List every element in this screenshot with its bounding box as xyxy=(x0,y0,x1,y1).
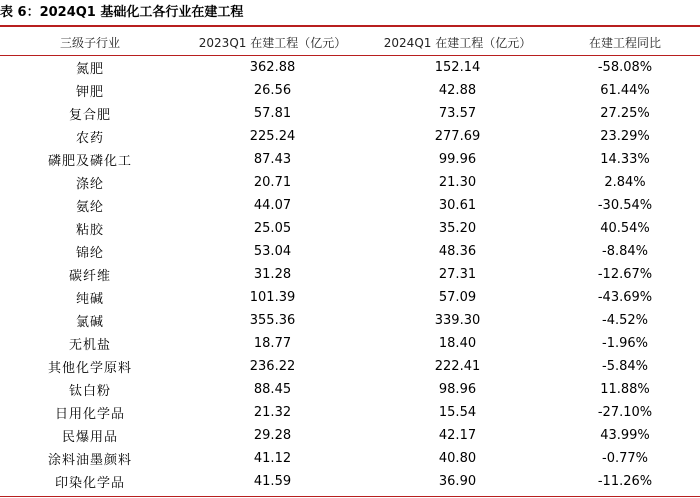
cell-yoy: -1.96% xyxy=(602,336,648,351)
cell-subindustry: 复合肥 xyxy=(68,108,111,123)
title-rule xyxy=(0,25,700,27)
cell-yoy: -12.67% xyxy=(597,267,653,282)
cell-subindustry: 氨纶 xyxy=(75,200,104,215)
table-row xyxy=(0,309,700,332)
cell-2024q1: 48.36 xyxy=(438,244,477,259)
bottom-rule xyxy=(0,496,700,497)
cell-subindustry: 碳纤维 xyxy=(68,269,111,284)
cell-2024q1: 339.30 xyxy=(434,313,481,328)
table-row xyxy=(0,355,700,378)
cell-2023q1: 101.39 xyxy=(249,290,296,305)
cell-yoy: -27.10% xyxy=(597,405,653,420)
cell-2023q1: 88.45 xyxy=(253,382,292,397)
table-row xyxy=(0,470,700,493)
cell-subindustry: 纯碱 xyxy=(75,292,104,307)
cell-2024q1: 18.40 xyxy=(438,336,477,351)
cell-yoy: 23.29% xyxy=(600,129,650,144)
cell-2024q1: 27.31 xyxy=(438,267,477,282)
table-row xyxy=(0,263,700,286)
cell-yoy: 27.25% xyxy=(600,106,650,121)
table-row xyxy=(0,217,700,240)
table-row xyxy=(0,148,700,171)
cell-2023q1: 225.24 xyxy=(249,129,296,144)
cell-2024q1: 42.17 xyxy=(438,428,477,443)
cell-subindustry: 磷肥及磷化工 xyxy=(47,154,132,169)
cell-yoy: 40.54% xyxy=(600,221,650,236)
cell-yoy: 14.33% xyxy=(600,152,650,167)
cell-subindustry: 印染化学品 xyxy=(54,476,125,491)
cell-2023q1: 31.28 xyxy=(253,267,292,282)
table-row xyxy=(0,401,700,424)
cell-2023q1: 41.59 xyxy=(253,474,292,489)
cell-subindustry: 无机盐 xyxy=(68,338,111,353)
cell-subindustry: 粘胶 xyxy=(75,223,104,238)
cell-2024q1: 36.90 xyxy=(438,474,477,489)
cell-2023q1: 44.07 xyxy=(253,198,292,213)
header-yoy: 在建工程同比 xyxy=(550,29,700,56)
cell-subindustry: 农药 xyxy=(75,131,104,146)
table-title: 表 6：2024Q1 基础化工各行业在建工程 xyxy=(0,5,244,20)
cell-2024q1: 15.54 xyxy=(438,405,477,420)
cell-2023q1: 41.12 xyxy=(253,451,292,466)
cell-subindustry: 钾肥 xyxy=(75,85,104,100)
cell-2024q1: 40.80 xyxy=(438,451,477,466)
header-subindustry: 三级子行业 xyxy=(0,29,180,56)
cell-2024q1: 35.20 xyxy=(438,221,477,236)
cell-yoy: 11.88% xyxy=(600,382,650,397)
industry-table xyxy=(0,29,700,493)
cell-yoy: -5.84% xyxy=(602,359,648,374)
cell-2023q1: 26.56 xyxy=(253,83,292,98)
cell-2023q1: 29.28 xyxy=(253,428,292,443)
cell-2023q1: 355.36 xyxy=(249,313,296,328)
cell-2023q1: 87.43 xyxy=(253,152,292,167)
cell-2023q1: 20.71 xyxy=(253,175,292,190)
header-2023q1: 2023Q1 在建工程（亿元） xyxy=(180,29,365,56)
table-row xyxy=(0,56,700,80)
cell-subindustry: 氮肥 xyxy=(75,62,104,77)
table-row xyxy=(0,286,700,309)
cell-2023q1: 53.04 xyxy=(253,244,292,259)
cell-yoy: -58.08% xyxy=(597,60,653,75)
cell-yoy: 61.44% xyxy=(600,83,650,98)
table-row xyxy=(0,125,700,148)
cell-yoy: -0.77% xyxy=(602,451,648,466)
cell-2023q1: 25.05 xyxy=(253,221,292,236)
table-row xyxy=(0,79,700,102)
cell-subindustry: 日用化学品 xyxy=(54,407,125,422)
table-row xyxy=(0,378,700,401)
cell-2024q1: 57.09 xyxy=(438,290,477,305)
cell-yoy: 2.84% xyxy=(604,175,646,190)
cell-2024q1: 21.30 xyxy=(438,175,477,190)
table-row xyxy=(0,424,700,447)
cell-2023q1: 21.32 xyxy=(253,405,292,420)
cell-subindustry: 氯碱 xyxy=(75,315,104,330)
cell-2024q1: 222.41 xyxy=(434,359,481,374)
cell-subindustry: 涂料油墨颜料 xyxy=(47,453,132,468)
header-row xyxy=(0,29,700,56)
table-row xyxy=(0,240,700,263)
cell-2023q1: 18.77 xyxy=(253,336,292,351)
header-2024q1: 2024Q1 在建工程（亿元） xyxy=(365,29,550,56)
cell-2023q1: 57.81 xyxy=(253,106,292,121)
cell-yoy: -30.54% xyxy=(597,198,653,213)
cell-2024q1: 99.96 xyxy=(438,152,477,167)
cell-2024q1: 73.57 xyxy=(438,106,477,121)
cell-2024q1: 42.88 xyxy=(438,83,477,98)
cell-2024q1: 98.96 xyxy=(438,382,477,397)
table-row xyxy=(0,171,700,194)
cell-subindustry: 其他化学原料 xyxy=(47,361,132,376)
cell-yoy: -8.84% xyxy=(602,244,648,259)
cell-2023q1: 236.22 xyxy=(249,359,296,374)
cell-subindustry: 民爆用品 xyxy=(61,430,118,445)
cell-subindustry: 涤纶 xyxy=(75,177,104,192)
cell-yoy: -43.69% xyxy=(597,290,653,305)
cell-2023q1: 362.88 xyxy=(249,60,296,75)
cell-2024q1: 277.69 xyxy=(434,129,481,144)
cell-subindustry: 锦纶 xyxy=(75,246,104,261)
table-row xyxy=(0,447,700,470)
table-row xyxy=(0,102,700,125)
table-row xyxy=(0,194,700,217)
cell-subindustry: 钛白粉 xyxy=(68,384,111,399)
table-row xyxy=(0,332,700,355)
cell-yoy: -4.52% xyxy=(602,313,648,328)
cell-yoy: -11.26% xyxy=(597,474,653,489)
cell-yoy: 43.99% xyxy=(600,428,650,443)
cell-2024q1: 30.61 xyxy=(438,198,477,213)
cell-2024q1: 152.14 xyxy=(434,60,481,75)
